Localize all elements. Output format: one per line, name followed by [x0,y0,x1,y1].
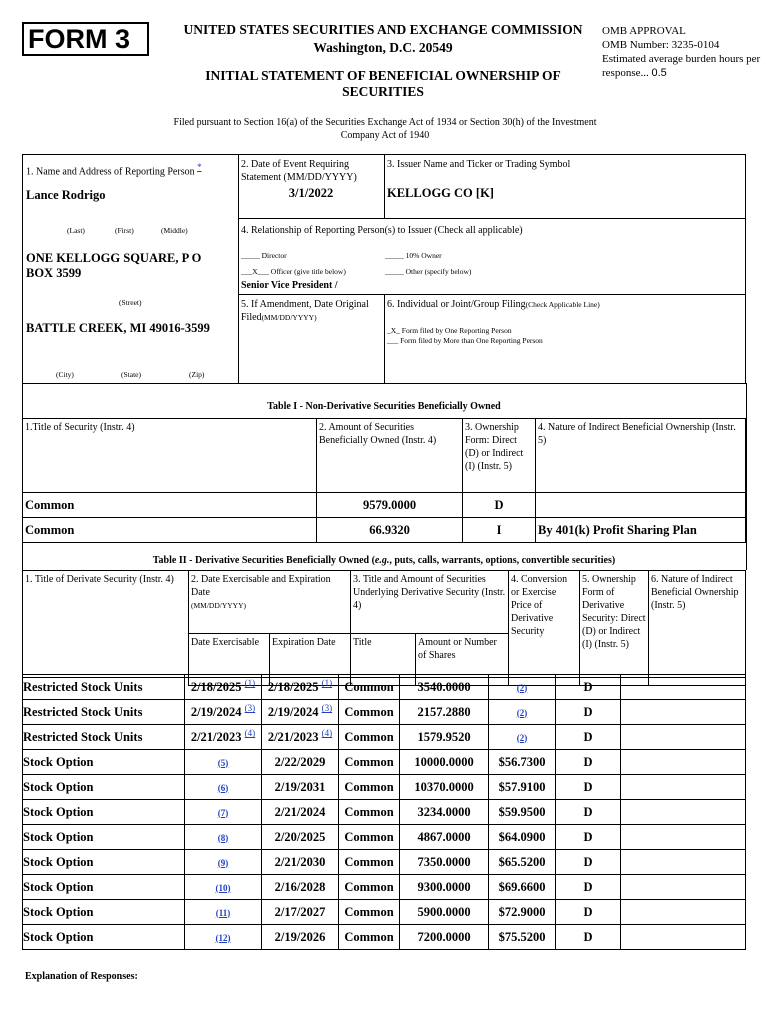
t2-row-sec-title: Common [339,725,400,750]
form-title: INITIAL STATEMENT OF BENEFICIAL OWNERSHIP OF SECURITIES [205,68,561,99]
t1-header-nature: 4. Nature of Indirect Beneficial Ownership (Instr. 5) [536,419,746,493]
t2-row-expiration: 2/21/2024 [262,800,339,825]
relationship-cell [239,219,746,295]
omb-number: OMB Number: 3235-0104 [602,39,720,51]
t2-row-expiration: 2/19/2031 [262,775,339,800]
issuer-value: KELLOGG CO [K] [387,186,494,200]
t2-row-sec-title: Common [339,675,400,700]
derivative-rows [22,674,746,950]
t2-row-sec-title: Common [339,850,400,875]
zip-label: (Zip) [189,370,205,379]
t2-row-nature [621,925,746,950]
t1-row-nature [536,493,746,518]
issuer-label: 3. Issuer Name and Ticker or Trading Symbol [387,159,571,170]
t2-header-underlying: 3. Title and Amount of Securities Underlying Derivative Security (Instr. 4) [351,571,509,634]
city-address: BATTLE CREEK, MI 49016-3599 [26,321,210,335]
t2-row-nature [621,850,746,875]
t2-row-title: Stock Option [23,825,185,850]
t2-row-expiration: 2/21/2030 [262,850,339,875]
t2-row-exercisable: 2/21/2023 $^{(4)}$ [185,725,262,750]
table-row [23,900,746,925]
footnote-link[interactable]: (9) [217,857,229,868]
city-label: (City) [56,370,74,379]
footnote-link[interactable]: (6) [217,782,229,793]
t1-header-title: 1.Title of Security (Instr. 4) [23,419,317,493]
last-label: (Last) [67,226,85,235]
t2-row-shares: 5900.0000 [400,900,489,925]
t2-row-expiration: 2/19/2024 $^{(3)}$ [262,700,339,725]
amendment-cell [239,295,385,384]
t2-row-nature [621,700,746,725]
t2-row-expiration: 2/16/2028 [262,875,339,900]
omb-hours: 0.5 [651,67,667,79]
table-row [23,700,746,725]
reporting-person-table [22,154,746,384]
filing-label: 6. Individual or Joint/Group Filing(Check Applicable Line) [387,299,600,310]
t2-row-form: D [556,750,621,775]
first-label: (First) [115,226,134,235]
footnote-link[interactable]: (3) [244,703,256,714]
t2-row-price [489,700,556,725]
t2-row-form: D [556,925,621,950]
table1-caption: Table I - Non-Derivative Securities Beneficially Owned [267,401,501,412]
t2-row-form: D [556,675,621,700]
t2-row-title: Restricted Stock Units [23,725,185,750]
footnote-link[interactable]: (12) [215,932,231,943]
t2-row-title: Stock Option [23,925,185,950]
footnote-link[interactable]: (2) [516,682,528,693]
t2-row-nature [621,675,746,700]
t2-row-title: Stock Option [23,775,185,800]
t2-row-nature [621,825,746,850]
t2-row-shares: 7350.0000 [400,850,489,875]
t2-row-shares: 2157.2880 [400,700,489,725]
t2-row-price: $72.9000 [489,900,556,925]
t2-row-form: D [556,850,621,875]
table-row [23,925,746,950]
ten-percent-option: _____ 10% Owner [385,251,442,260]
table-row [23,675,746,700]
footnote-link[interactable]: (3) [321,703,333,714]
t2-header-date: 2. Date Exercisable and Expiration Date (MM/DD/YYYY) [189,571,351,634]
filed-pursuant-text: Filed pursuant to Section 16(a) of the Securities Exchange Act of 1934 or Section 30(h) of the Investment Company Act of 1940 [173,117,597,141]
t2-row-form: D [556,725,621,750]
t2-row-exercisable [185,850,262,875]
t2-row-exercisable [185,775,262,800]
table2-caption: Table II - Derivative Securities Beneficially Owned (e.g., puts, calls, warrants, options, convertible securities) [152,555,616,566]
t2-header-conversion: 4. Conversion or Exercise Price of Derivative Security [509,571,580,678]
footnote-link[interactable]: (5) [217,757,229,768]
t2-row-title: Stock Option [23,800,185,825]
t2-row-nature [621,800,746,825]
officer-option: ___X___ Officer (give title below) [241,267,346,276]
event-date-cell [239,155,385,219]
reporting-person-cell [23,155,239,384]
t1-row-amount: 66.9320 [317,518,463,543]
table-row [23,825,746,850]
non-derivative-table [22,418,746,543]
footnote-link[interactable]: (1) [321,678,333,689]
agency-location: Washington, D.C. 20549 [313,40,453,55]
t2-row-nature [621,875,746,900]
t2-row-exercisable [185,875,262,900]
t2-row-sec-title: Common [339,875,400,900]
footnote-link[interactable]: (1) [244,678,256,689]
t2-row-price: $56.7300 [489,750,556,775]
t2-row-exercisable [185,800,262,825]
t2-row-shares: 10000.0000 [400,750,489,775]
t2-row-exercisable: 2/18/2025 $^{(1)}$ [185,675,262,700]
t2-header-shares: Amount or Number of Shares [416,634,509,678]
t2-header-exercisable: Date Exercisable [189,634,270,678]
t2-header-nature: 6. Nature of Indirect Beneficial Ownership (Instr. 5) [649,571,746,678]
t2-row-sec-title: Common [339,925,400,950]
t1-row-nature: By 401(k) Profit Sharing Plan [536,518,746,543]
t2-row-sec-title: Common [339,825,400,850]
t2-row-sec-title: Common [339,700,400,725]
agency-name: UNITED STATES SECURITIES AND EXCHANGE COMMISSION [183,22,583,37]
t2-row-price [489,725,556,750]
t2-row-nature [621,900,746,925]
t1-row-form: D [463,493,536,518]
t2-row-form: D [556,775,621,800]
t2-row-price: $59.9500 [489,800,556,825]
director-option: _____ Director [241,251,287,260]
t2-header-title: 1. Title of Derivate Security (Instr. 4) [23,571,189,678]
t2-row-price: $69.6600 [489,875,556,900]
officer-title: Senior Vice President / [241,280,338,291]
t2-row-exercisable [185,925,262,950]
t2-row-shares: 1579.9520 [400,725,489,750]
reporting-person-name: Lance Rodrigo [26,188,106,202]
footnote-link[interactable]: (4) [321,728,333,739]
table-row [23,875,746,900]
filing-one-option: _X_ Form filed by One Reporting Person [387,326,512,335]
t2-row-title: Stock Option [23,750,185,775]
t2-row-nature [621,750,746,775]
state-label: (State) [121,370,141,379]
filing-cell [385,295,746,384]
relationship-label: 4. Relationship of Reporting Person(s) to Issuer (Check all applicable) [241,225,523,236]
footnote-link[interactable]: (8) [217,832,229,843]
t2-row-title: Stock Option [23,875,185,900]
t2-row-form: D [556,800,621,825]
footnote-link[interactable]: (4) [244,728,256,739]
t2-row-shares: 10370.0000 [400,775,489,800]
t2-row-price: $57.9100 [489,775,556,800]
t2-row-sec-title: Common [339,775,400,800]
footnote-link[interactable]: (2) [516,707,528,718]
table-row [23,800,746,825]
amendment-label: 5. If Amendment, Date Original Filed(MM/DD/YYYY) [241,299,369,323]
t2-header-expiration: Expiration Date [270,634,351,678]
table-row [23,850,746,875]
t2-row-sec-title: Common [339,900,400,925]
form-label: FORM 3 [22,22,149,56]
t2-row-form: D [556,825,621,850]
t2-row-nature [621,725,746,750]
t2-row-exercisable: 2/19/2024 $^{(3)}$ [185,700,262,725]
explanation-heading: Explanation of Responses: [25,971,138,982]
footnote-link[interactable]: (10) [215,882,231,893]
t1-header-amount: 2. Amount of Securities Beneficially Owned (Instr. 4) [317,419,463,493]
t2-row-expiration: 2/20/2025 [262,825,339,850]
t2-row-form: D [556,875,621,900]
street-label: (Street) [119,298,142,307]
t2-row-expiration: 2/17/2027 [262,900,339,925]
filing-more-option: ___ Form filed by More than One Reporting Person [387,336,543,345]
t2-row-sec-title: Common [339,750,400,775]
t2-row-price [489,675,556,700]
t2-row-shares: 9300.0000 [400,875,489,900]
t2-row-shares: 3234.0000 [400,800,489,825]
t1-row-title: Common [23,518,317,543]
table-row [23,725,746,750]
event-date-value: 3/1/2022 [288,186,334,200]
t2-row-price: $64.0900 [489,825,556,850]
omb-burden: Estimated average burden hours per response... 0.5 [602,53,761,79]
name-footnote-link[interactable]: * [197,162,202,172]
t2-row-shares: 7200.0000 [400,925,489,950]
omb-approval-label: OMB APPROVAL [602,25,686,37]
footnote-link[interactable]: (11) [215,907,231,918]
t2-row-exercisable [185,900,262,925]
omb-approval-box [602,24,762,80]
t2-row-title: Restricted Stock Units [23,700,185,725]
t1-header-form: 3. Ownership Form: Direct (D) or Indirect (I) (Instr. 5) [463,419,536,493]
footnote-link[interactable]: (7) [217,807,229,818]
t2-row-form: D [556,900,621,925]
t2-row-shares: 4867.0000 [400,825,489,850]
t2-header-sec-title: Title [351,634,416,678]
event-date-label: 2. Date of Event Requiring Statement (MM/DD/YYYY) [241,159,357,183]
t2-row-exercisable [185,750,262,775]
t2-row-exercisable [185,825,262,850]
t2-row-price: $65.5200 [489,850,556,875]
t2-row-sec-title: Common [339,800,400,825]
t1-row-form: I [463,518,536,543]
table-row [23,775,746,800]
middle-label: (Middle) [161,226,188,235]
t2-row-expiration: 2/19/2026 [262,925,339,950]
t2-row-nature [621,775,746,800]
t1-row-title: Common [23,493,317,518]
t2-header-ownership: 5. Ownership Form of Derivative Security: Direct (D) or Indirect (I) (Instr. 5) [580,571,649,678]
t2-row-price: $75.5200 [489,925,556,950]
t2-row-expiration: 2/22/2029 [262,750,339,775]
t2-row-shares: 3540.0000 [400,675,489,700]
footnote-link[interactable]: (2) [516,732,528,743]
street-address: ONE KELLOGG SQUARE, P O BOX 3599 [26,251,202,280]
t2-row-expiration: 2/21/2023 $^{(4)}$ [262,725,339,750]
t2-row-form: D [556,700,621,725]
t2-row-expiration: 2/18/2025 $^{(1)}$ [262,675,339,700]
t2-row-title: Restricted Stock Units [23,675,185,700]
table-row [23,750,746,775]
t2-row-title: Stock Option [23,900,185,925]
other-option: _____ Other (specify below) [385,267,472,276]
t2-row-title: Stock Option [23,850,185,875]
name-label: 1. Name and Address of Reporting Person * [26,162,202,178]
issuer-cell [385,155,746,219]
t1-row-amount: 9579.0000 [317,493,463,518]
table-row [23,493,746,518]
